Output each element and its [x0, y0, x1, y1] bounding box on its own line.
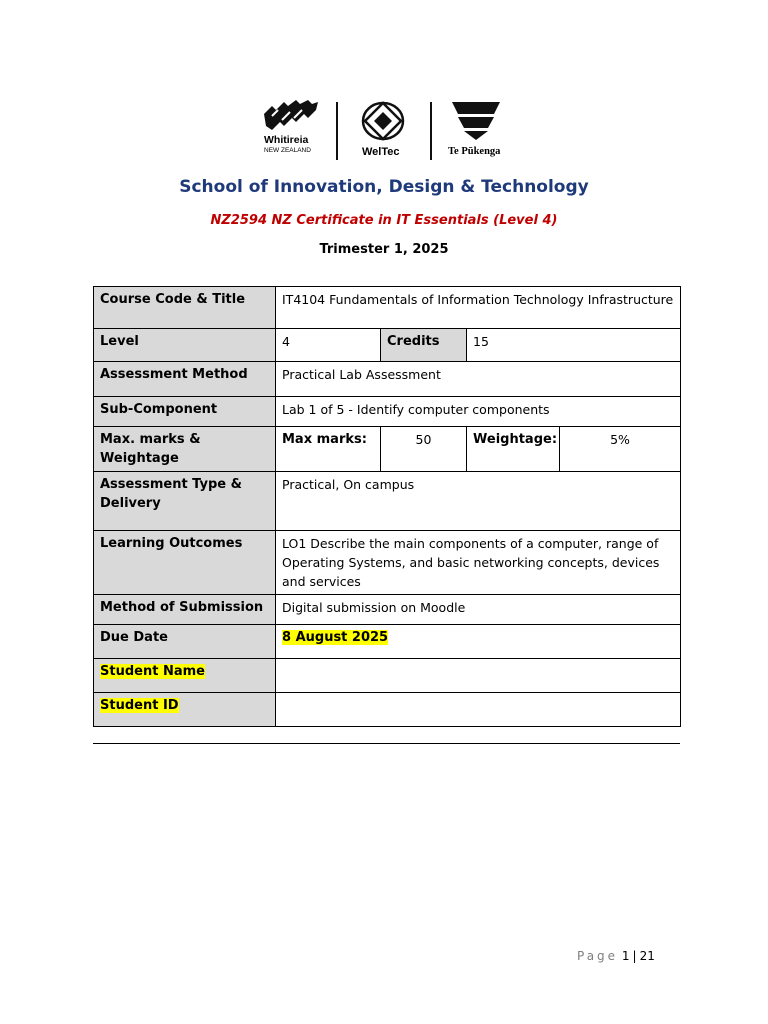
submission-value: Digital submission on Moodle — [276, 595, 681, 625]
student-name-label-cell — [94, 659, 276, 693]
table-row — [94, 427, 681, 472]
student-name-field[interactable] — [276, 659, 681, 693]
table-row — [94, 659, 681, 693]
assessment-info-table — [93, 286, 681, 727]
table-row — [94, 397, 681, 427]
table-row — [94, 595, 681, 625]
programme-title: NZ2594 NZ Certificate in IT Essentials (Level 4) — [210, 213, 558, 228]
weltec-logo — [360, 100, 410, 160]
logo-divider-2 — [430, 102, 432, 160]
weightage-value: 5% — [560, 427, 681, 472]
trimester: Trimester 1, 2025 — [319, 242, 449, 257]
submission-label: Method of Submission — [94, 595, 276, 625]
assessment-type-label: Assessment Type & Delivery — [94, 472, 276, 531]
page-number: 1 — [621, 949, 630, 963]
logo-divider — [336, 102, 338, 160]
whitireia-logo — [262, 100, 322, 160]
table-row — [94, 693, 681, 727]
page-footer — [577, 949, 655, 963]
whitireia-mark-icon — [262, 100, 320, 134]
max-marks-value: 50 — [381, 427, 467, 472]
max-marks-label: Max marks: — [276, 427, 381, 472]
sub-component-value: Lab 1 of 5 - Identify computer components — [276, 397, 681, 427]
due-date-value — [276, 625, 681, 659]
student-id-label-cell — [94, 693, 276, 727]
tepukenga-mark-icon — [448, 100, 504, 140]
level-label: Level — [94, 329, 276, 362]
tepukenga-name: Te Pūkenga — [448, 146, 501, 157]
weltec-mark-icon — [360, 100, 406, 142]
page-total: 21 — [639, 949, 655, 963]
table-row — [94, 362, 681, 397]
table-row — [94, 329, 681, 362]
course-label: Course Code & Title — [94, 287, 276, 329]
student-id-label: Student ID — [100, 698, 179, 713]
tepukenga-logo — [448, 100, 518, 160]
weltec-name: WelTec — [362, 146, 400, 158]
page-separator: | — [632, 949, 637, 963]
whitireia-name: Whitireia — [264, 134, 309, 146]
weightage-label: Weightage: — [467, 427, 560, 472]
method-label: Assessment Method — [94, 362, 276, 397]
course-value: IT4104 Fundamentals of Information Technology Infrastructure — [276, 287, 681, 329]
table-row — [94, 287, 681, 329]
student-name-label: Student Name — [100, 664, 205, 679]
student-id-field[interactable] — [276, 693, 681, 727]
page-word: Page — [577, 949, 619, 963]
horizontal-rule — [93, 743, 680, 744]
credits-label: Credits — [381, 329, 467, 362]
table-row — [94, 472, 681, 531]
due-date-label: Due Date — [94, 625, 276, 659]
marks-label: Max. marks & Weightage — [94, 427, 276, 472]
learning-outcomes-label: Learning Outcomes — [94, 531, 276, 595]
whitireia-sub: NEW ZEALAND — [264, 147, 311, 154]
credits-value: 15 — [467, 329, 681, 362]
method-value: Practical Lab Assessment — [276, 362, 681, 397]
table-row — [94, 625, 681, 659]
learning-outcomes-value: LO1 Describe the main components of a computer, range of Operating Systems, and basic networking concepts, devices and services — [276, 531, 681, 595]
institution-logos — [244, 88, 524, 170]
assessment-type-value: Practical, On campus — [276, 472, 681, 531]
school-title: School of Innovation, Design & Technology — [179, 177, 589, 197]
level-value: 4 — [276, 329, 381, 362]
table-row — [94, 531, 681, 595]
due-date-text: 8 August 2025 — [282, 630, 389, 645]
sub-component-label: Sub-Component — [94, 397, 276, 427]
